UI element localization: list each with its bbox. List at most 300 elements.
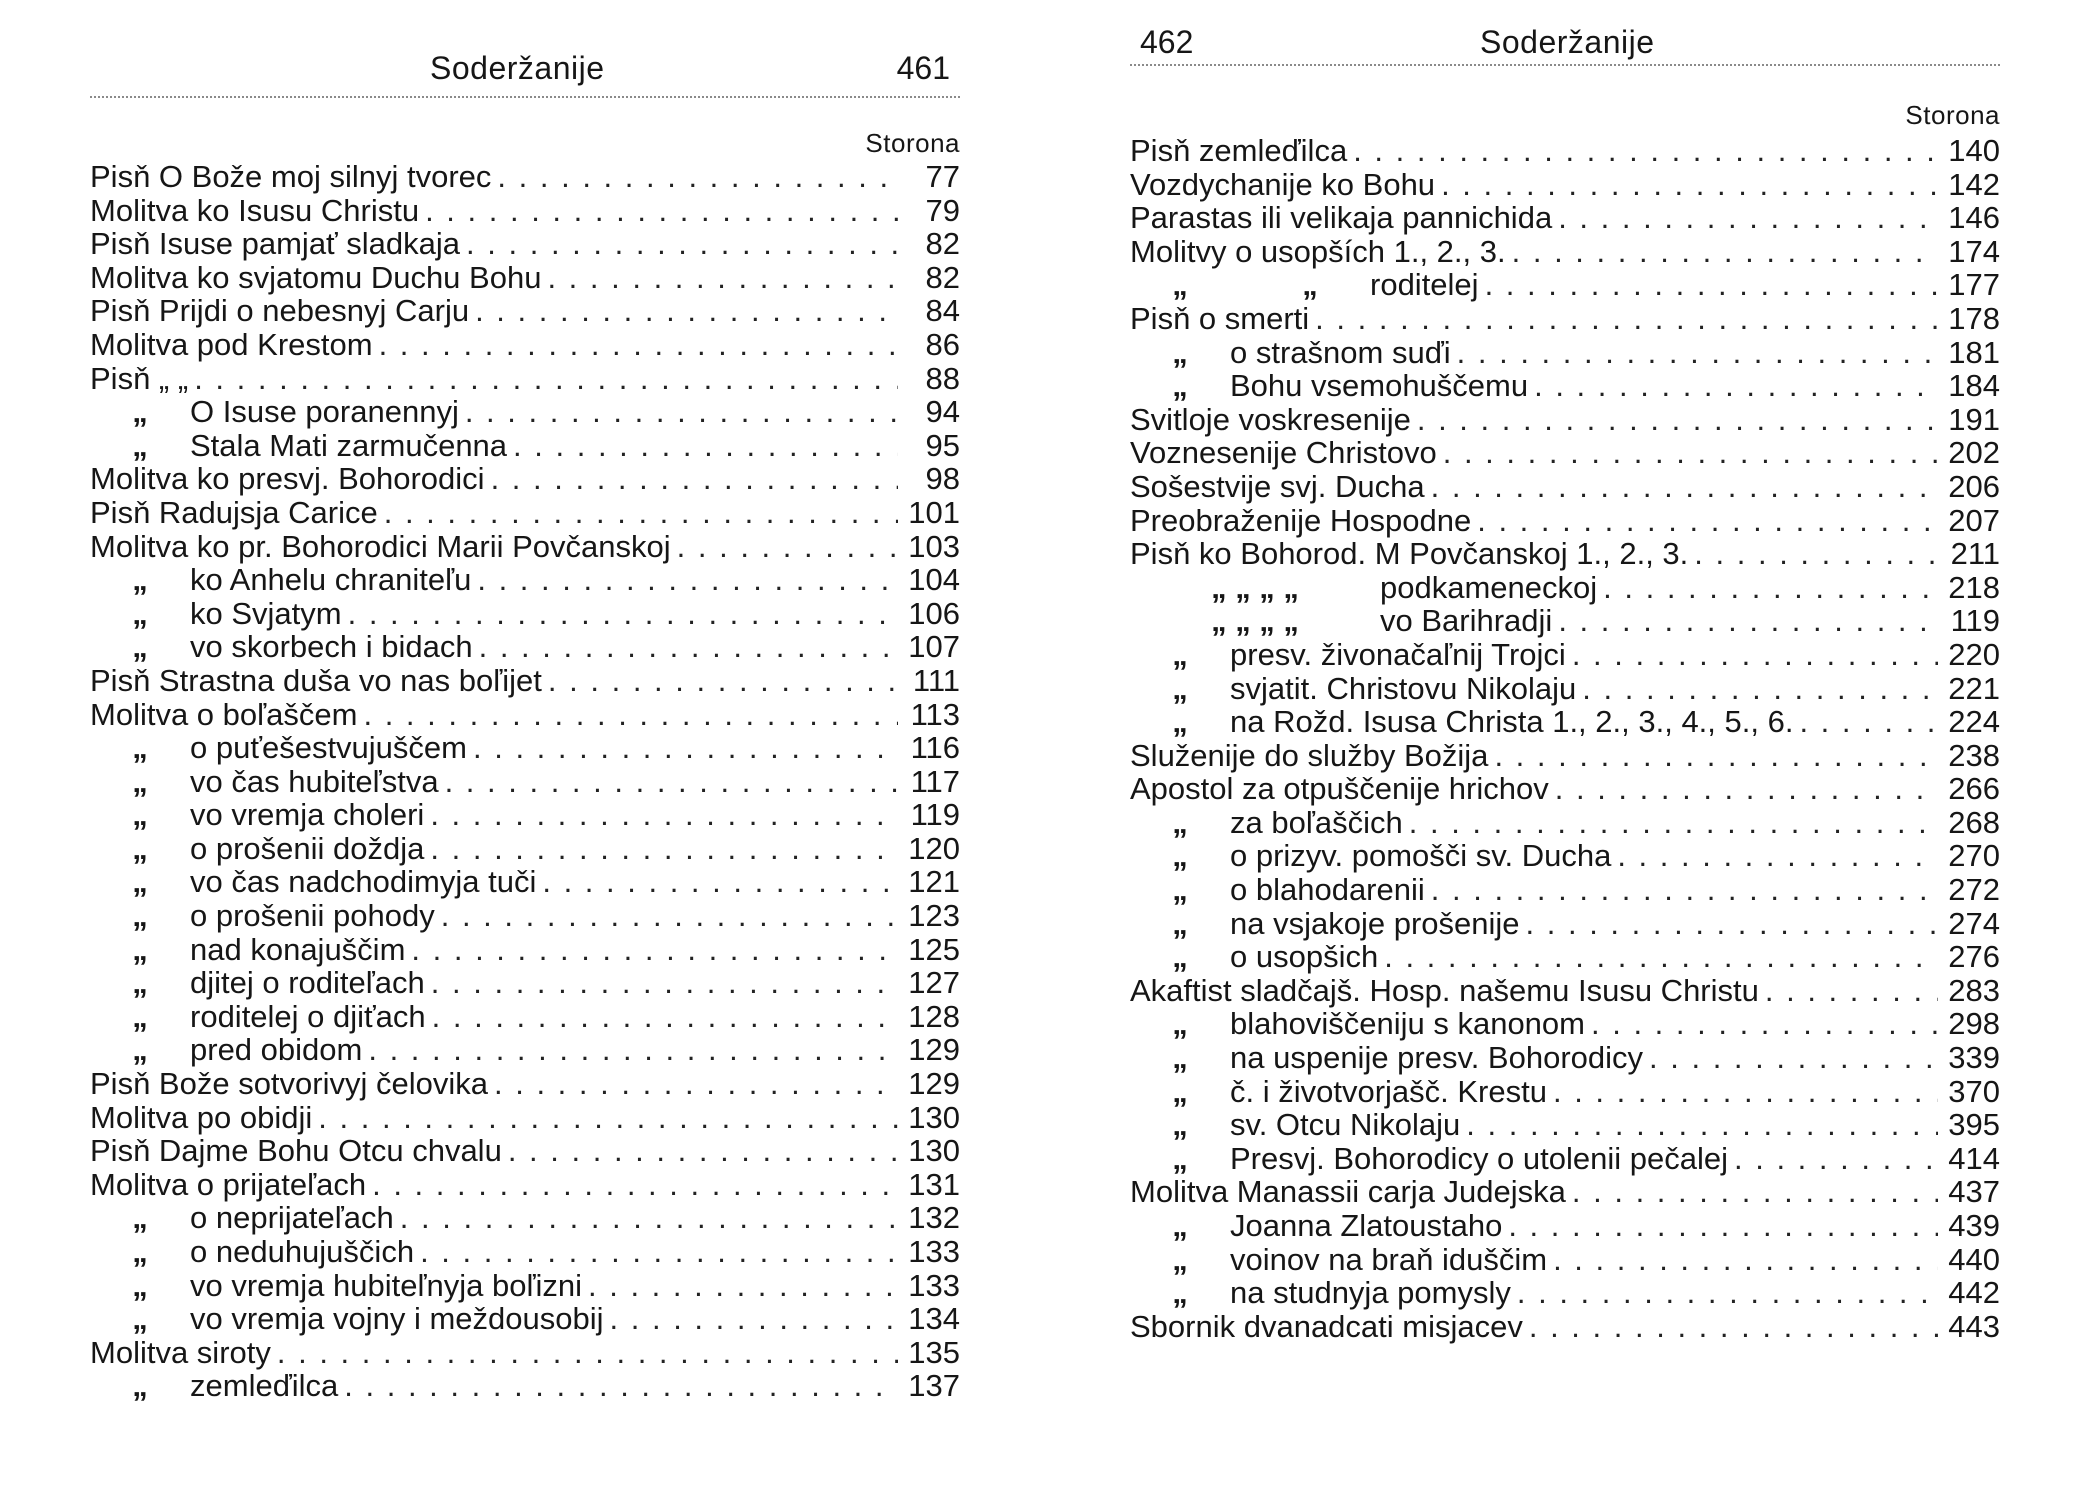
dot-leader — [466, 227, 898, 261]
entry-title: Parastas ili velikaja pannichida — [1130, 200, 1553, 236]
entry-page-number: 395 — [1948, 1107, 2000, 1143]
entry-title: svjatit. Christovu Nikolaju — [1230, 670, 1577, 706]
toc-entry — [1130, 1041, 2000, 1075]
ditto-mark: „ — [1172, 704, 1188, 740]
entry-page-number: 82 — [925, 226, 960, 262]
dot-leader — [411, 933, 898, 967]
dot-leader — [1517, 1276, 1938, 1310]
ditto-mark: „ — [132, 1301, 148, 1337]
entry-page-number: 224 — [1948, 704, 2000, 740]
entry-title: roditelej o djiťach — [190, 998, 426, 1034]
entry-page-number: 270 — [1948, 838, 2000, 874]
dot-leader — [425, 194, 898, 228]
entry-page-number: 77 — [925, 159, 960, 194]
entry-title: Pisň „ „ — [90, 360, 189, 396]
toc-entry — [90, 496, 960, 530]
toc-entry — [90, 1033, 960, 1067]
entry-page-number: 117 — [910, 763, 960, 799]
toc-entry — [1130, 907, 2000, 941]
page-number: 461 — [896, 50, 950, 86]
toc-entry — [90, 194, 960, 228]
dot-leader — [400, 1201, 898, 1235]
entry-title: Pisň Bože sotvorivyj čelovika — [90, 1066, 488, 1102]
dot-leader — [1553, 1075, 1938, 1109]
entry-title: Voznesenije Christovo — [1130, 435, 1437, 471]
toc-entry — [90, 1201, 960, 1235]
entry-page-number: 220 — [1948, 636, 2000, 672]
toc-entry — [1130, 537, 2000, 571]
ditto-mark: „ — [132, 427, 148, 463]
entry-page-number: 437 — [1948, 1174, 2000, 1210]
entry-page-number: 129 — [908, 1032, 960, 1068]
toc-entry — [1130, 1108, 2000, 1142]
entry-page-number: 177 — [1948, 267, 2000, 303]
toc-entry — [90, 1369, 960, 1403]
toc-entry — [90, 1269, 960, 1303]
toc-entry — [1130, 705, 2000, 739]
entry-title: voinov na braň iduščim — [1230, 1241, 1548, 1277]
entry-page-number: 116 — [910, 730, 960, 766]
toc-entry — [90, 798, 960, 832]
entry-page-number: 111 — [912, 662, 960, 698]
entry-page-number: 181 — [1948, 334, 2000, 370]
dot-leader — [1534, 369, 1938, 403]
dot-leader — [1529, 1310, 1938, 1344]
entry-page-number: 130 — [908, 1099, 960, 1135]
entry-title: o usopšich — [1230, 939, 1379, 975]
dot-leader — [513, 429, 898, 463]
toc-entry — [90, 933, 960, 967]
ditto-mark: „ — [1172, 368, 1188, 404]
ditto-mark: „ „ „ „ — [1211, 603, 1299, 639]
entry-page-number: 79 — [925, 192, 960, 228]
entry-title: nad konajuščim — [190, 931, 406, 967]
toc-entry — [1130, 806, 2000, 840]
entry-page-number: 119 — [1950, 603, 2000, 639]
toc-entry — [1130, 168, 2000, 202]
entry-title: podkameneckoj — [1380, 569, 1598, 605]
entry-page-number: 443 — [1948, 1308, 2000, 1344]
entry-page-number: 107 — [908, 629, 960, 665]
toc-entry — [1130, 638, 2000, 672]
ditto-mark: „ — [132, 629, 148, 665]
dot-leader — [1477, 504, 1938, 538]
dot-leader — [494, 1067, 898, 1101]
entry-title: ko Svjatym — [190, 595, 342, 631]
entry-page-number: 132 — [908, 1200, 960, 1236]
toc-entry — [1130, 1075, 2000, 1109]
toc-entry — [90, 530, 960, 564]
dot-leader — [194, 362, 898, 396]
entry-page-number: 134 — [908, 1301, 960, 1337]
toc-entry — [1130, 974, 2000, 1008]
entry-page-number: 88 — [925, 360, 960, 396]
dot-leader — [477, 563, 898, 597]
dot-leader — [1582, 672, 1938, 706]
entry-page-number: 298 — [1948, 1006, 2000, 1042]
header-rule — [90, 96, 960, 98]
ditto-mark: „ — [1172, 838, 1188, 874]
entry-title: Molitva siroty — [90, 1334, 271, 1370]
entry-title: Presvj. Bohorodicy o utolenii pečalej — [1230, 1140, 1728, 1176]
toc-entry — [90, 765, 960, 799]
entry-page-number: 266 — [1948, 771, 2000, 807]
ditto-mark: „ — [1172, 670, 1188, 706]
entry-title: Pisň O Bože moj silnyj tvorec — [90, 159, 492, 194]
entry-title: Svitloje voskresenije — [1130, 401, 1411, 437]
dot-leader — [384, 496, 898, 530]
entry-page-number: 137 — [908, 1368, 960, 1404]
toc-entry — [90, 1134, 960, 1168]
entry-page-number: 146 — [1948, 200, 2000, 236]
ditto-mark: „ — [1172, 872, 1188, 908]
entry-title: č. i životvorjašč. Krestu — [1230, 1073, 1547, 1109]
dot-leader — [1555, 772, 1938, 806]
dot-leader — [1734, 1142, 1938, 1176]
ditto-mark: „ — [1172, 1107, 1188, 1143]
ditto-mark: „ — [132, 394, 148, 430]
left-page — [90, 0, 960, 1404]
toc-entry — [90, 563, 960, 597]
entry-page-number: 414 — [1948, 1140, 2000, 1176]
dot-leader — [677, 530, 898, 564]
dot-leader — [379, 328, 898, 362]
entry-title: Vozdychanije ko Bohu — [1130, 166, 1436, 202]
entry-title: vo skorbech i bidach — [190, 629, 473, 665]
dot-leader — [432, 1000, 898, 1034]
entry-title: Sošestvije svj. Ducha — [1130, 468, 1425, 504]
entry-page-number: 211 — [1950, 536, 2000, 572]
dot-leader — [479, 630, 898, 664]
entry-page-number: 121 — [908, 864, 960, 900]
dot-leader — [420, 1235, 898, 1269]
entry-page-number: 174 — [1948, 233, 2000, 269]
entry-page-number: 191 — [1948, 401, 2000, 437]
toc-entry — [90, 160, 960, 194]
ditto-mark: „ „ „ „ — [1211, 569, 1299, 605]
entry-title: za boľaščich — [1230, 804, 1403, 840]
ditto-mark: „ — [1172, 636, 1188, 672]
entry-page-number: 86 — [925, 326, 960, 362]
entry-title: Molitva po obidji — [90, 1099, 313, 1135]
entry-page-number: 101 — [908, 494, 960, 530]
entry-title: vo čas nadchodimyja tuči — [190, 864, 537, 900]
dot-leader — [363, 698, 898, 732]
entry-page-number: 127 — [908, 965, 960, 1001]
ditto-mark: „ — [132, 763, 148, 799]
dot-leader — [548, 664, 898, 698]
toc-entry — [90, 429, 960, 463]
dot-leader — [1466, 1108, 1938, 1142]
entry-page-number: 82 — [925, 259, 960, 295]
entry-page-number: 142 — [1948, 166, 2000, 202]
ditto-mark: „ — [132, 1234, 148, 1269]
toc-entry — [1130, 571, 2000, 605]
toc-entry — [1130, 672, 2000, 706]
dot-leader — [1765, 974, 1938, 1008]
entry-page-number: 268 — [1948, 804, 2000, 840]
ditto-mark: „ — [132, 730, 148, 766]
entry-title: Apostol za otpuščenije hrichov — [1130, 771, 1549, 807]
entry-title: o puťešestvujuščem — [190, 730, 467, 766]
entry-page-number: 119 — [910, 797, 960, 833]
toc-entry — [90, 899, 960, 933]
entry-title: Akaftist sladčajš. Hosp. našemu Isusu Christu — [1130, 972, 1759, 1008]
dot-leader — [1485, 268, 1938, 302]
entry-page-number: 133 — [908, 1267, 960, 1303]
dot-leader — [1431, 873, 1938, 907]
entry-title: Pisň o smerti — [1130, 300, 1310, 336]
toc-entry — [1130, 940, 2000, 974]
entry-page-number: 106 — [908, 595, 960, 631]
entry-page-number: 272 — [1948, 872, 2000, 908]
toc-entry — [90, 1000, 960, 1034]
column-label-storona: Storona — [1905, 100, 2000, 130]
entry-title: o blahodarenii — [1230, 872, 1425, 908]
dot-leader — [1603, 571, 1938, 605]
dot-leader — [547, 261, 898, 295]
toc-list — [90, 160, 960, 1403]
entry-page-number: 95 — [925, 427, 960, 463]
ditto-mark: „ — [1172, 905, 1188, 941]
entry-title: O Isuse poranennyj — [190, 394, 459, 430]
dot-leader — [473, 731, 898, 765]
entry-page-number: 133 — [908, 1234, 960, 1269]
entry-title: vo Barihradji — [1380, 603, 1553, 639]
ditto-mark: „ — [132, 595, 148, 631]
dot-leader — [1526, 907, 1938, 941]
ditto-mark: „ — [1172, 1140, 1188, 1176]
dot-leader — [1353, 134, 1938, 168]
toc-entry — [90, 227, 960, 261]
dot-leader — [441, 899, 898, 933]
entry-title: Molitva ko Isusu Christu — [90, 192, 420, 228]
ditto-mark: „ — [132, 1200, 148, 1236]
entry-page-number: 439 — [1948, 1208, 2000, 1243]
dot-leader — [1457, 336, 1938, 370]
ditto-mark: „ — [132, 830, 148, 866]
ditto-mark: „ — [1172, 1275, 1188, 1311]
entry-page-number: 94 — [925, 394, 960, 430]
toc-entry — [90, 832, 960, 866]
toc-entry — [1130, 134, 2000, 168]
ditto-mark: „ — [1172, 334, 1188, 370]
entry-title: roditelej — [1370, 267, 1479, 303]
ditto-mark: „ — [1172, 939, 1188, 975]
entry-title: vo vremja choleri — [190, 797, 425, 833]
entry-page-number: 103 — [908, 528, 960, 564]
dot-leader — [1441, 168, 1938, 202]
entry-title: Pisň Strastna duša vo nas boľijet — [90, 662, 542, 698]
ditto-mark: „ — [132, 965, 148, 1001]
toc-entry — [90, 1168, 960, 1202]
dot-leader — [1512, 235, 1938, 269]
dot-leader — [610, 1302, 898, 1336]
toc-entry — [90, 1336, 960, 1370]
entry-title: o prošenii doždja — [190, 830, 425, 866]
dot-leader — [1409, 806, 1938, 840]
entry-page-number: 178 — [1948, 300, 2000, 336]
dot-leader — [497, 160, 898, 194]
ditto-mark: „ — [1172, 1073, 1188, 1109]
entry-page-number: 98 — [925, 461, 960, 497]
entry-title: Joanna Zlatoustaho — [1230, 1208, 1503, 1243]
dot-leader — [1558, 201, 1938, 235]
entry-title: Molitva o prijateľach — [90, 1166, 367, 1202]
ditto-mark: „ — [132, 1267, 148, 1303]
toc-entry — [1130, 873, 2000, 907]
ditto-mark: „ — [132, 1032, 148, 1068]
dot-leader — [1558, 604, 1938, 638]
entry-title: Služenije do služby Božija — [1130, 737, 1489, 773]
toc-entry — [1130, 839, 2000, 873]
left-page-header — [90, 0, 960, 92]
entry-title: vo vremja vojny i meždousobij — [190, 1301, 604, 1337]
ditto-mark: „ — [132, 864, 148, 900]
entry-title: vo vremja hubiteľnyja boľizni — [190, 1267, 582, 1303]
dot-leader — [1384, 940, 1938, 974]
entry-title: o neprijateľach — [190, 1200, 394, 1236]
toc-entry — [1130, 235, 2000, 269]
dot-leader — [1315, 302, 1938, 336]
dot-leader — [430, 798, 898, 832]
dot-leader — [445, 765, 898, 799]
ditto-mark: „ — [1172, 1208, 1188, 1243]
entry-page-number: 130 — [908, 1133, 960, 1169]
dot-leader — [1799, 705, 1938, 739]
toc-entry — [90, 966, 960, 1000]
entry-page-number: 135 — [908, 1334, 960, 1370]
toc-entry — [90, 698, 960, 732]
entry-title: Molitva ko pr. Bohorodici Marii Povčanskoj — [90, 528, 671, 564]
ditto-mark: „ — [132, 998, 148, 1034]
entry-title: Pisň Prijdi o nebesnyj Carju — [90, 293, 470, 329]
toc-entry — [1130, 1175, 2000, 1209]
entry-page-number: 125 — [908, 931, 960, 967]
dot-leader — [465, 395, 898, 429]
ditto-mark: „ — [132, 562, 148, 598]
entry-title: o prošenii pohody — [190, 898, 435, 934]
entry-title: Pisň zemleďilca — [1130, 133, 1348, 168]
dot-leader — [1649, 1041, 1938, 1075]
ditto-mark: „ — [1172, 804, 1188, 840]
dot-leader — [348, 597, 898, 631]
toc-entry — [90, 261, 960, 295]
entry-page-number: 207 — [1948, 502, 2000, 538]
column-label-storona: Storona — [865, 128, 960, 158]
entry-title: Bohu vsemohuščemu — [1230, 368, 1529, 404]
dot-leader — [372, 1168, 898, 1202]
entry-title: Preobraženije Hospodne — [1130, 502, 1472, 538]
running-title: Soderžanije — [1480, 24, 1655, 60]
toc-entry — [90, 1101, 960, 1135]
toc-list — [1130, 134, 2000, 1343]
toc-entry — [1130, 772, 2000, 806]
dot-leader — [344, 1369, 898, 1403]
entry-page-number: 206 — [1948, 468, 2000, 504]
header-rule — [1130, 64, 2000, 66]
entry-title: Stala Mati zarmučenna — [190, 427, 508, 463]
ditto-mark: „ — [1302, 267, 1318, 303]
toc-entry — [90, 597, 960, 631]
entry-page-number: 202 — [1948, 435, 2000, 471]
toc-entry — [1130, 436, 2000, 470]
toc-entry — [1130, 1276, 2000, 1310]
toc-entry — [1130, 1142, 2000, 1176]
entry-page-number: 370 — [1948, 1073, 2000, 1109]
entry-title: Sbornik dvanadcati misjacev — [1130, 1308, 1523, 1344]
entry-page-number: 113 — [910, 696, 960, 732]
toc-entry — [1130, 302, 2000, 336]
toc-entry — [1130, 1007, 2000, 1041]
entry-title: na vsjakoje prošenije — [1230, 905, 1520, 941]
entry-title: Pisň Dajme Bohu Otcu chvalu — [90, 1133, 502, 1169]
dot-leader — [1572, 1175, 1938, 1209]
entry-title: vo čas hubiteľstva — [190, 763, 439, 799]
entry-page-number: 140 — [1948, 133, 2000, 168]
entry-title: Molitva Manassii carja Judejska — [1130, 1174, 1566, 1210]
toc-entry — [90, 462, 960, 496]
toc-entry — [1130, 1310, 2000, 1344]
toc-entry — [90, 630, 960, 664]
ditto-mark: „ — [1172, 1040, 1188, 1076]
entry-page-number: 84 — [925, 293, 960, 329]
dot-leader — [1553, 1243, 1938, 1277]
dot-leader — [508, 1134, 898, 1168]
dot-leader — [1431, 470, 1938, 504]
toc-entry — [90, 395, 960, 429]
ditto-mark: „ — [132, 1368, 148, 1404]
dot-leader — [475, 294, 898, 328]
entry-title: o prizyv. pomošči sv. Ducha — [1230, 838, 1612, 874]
ditto-mark: „ — [132, 797, 148, 833]
entry-page-number: 274 — [1948, 905, 2000, 941]
ditto-mark: „ — [1172, 267, 1188, 303]
toc-entry — [1130, 1209, 2000, 1243]
toc-entry — [90, 1067, 960, 1101]
entry-title: Molitva ko presvj. Bohorodici — [90, 461, 485, 497]
toc-entry — [1130, 604, 2000, 638]
dot-leader — [1572, 638, 1938, 672]
entry-title: Molitva o boľaščem — [90, 696, 358, 732]
entry-page-number: 440 — [1948, 1241, 2000, 1277]
toc-entry — [1130, 201, 2000, 235]
entry-page-number: 238 — [1948, 737, 2000, 773]
toc-entry — [1130, 403, 2000, 437]
entry-title: na Rožd. Isusa Christa 1., 2., 3., 4., 5., 6. — [1230, 704, 1794, 740]
entry-title: Pisň Isuse pamjať sladkaja — [90, 226, 461, 262]
entry-title: Molitvy o usopších 1., 2., 3. — [1130, 233, 1506, 269]
entry-page-number: 339 — [1948, 1040, 2000, 1076]
toc-entry — [1130, 1243, 2000, 1277]
ditto-mark: „ — [1172, 1241, 1188, 1277]
toc-entry — [90, 865, 960, 899]
toc-entry — [90, 1302, 960, 1336]
dot-leader — [1591, 1007, 1938, 1041]
entry-page-number: 129 — [908, 1066, 960, 1102]
entry-title: presv. živonačaľnij Trojci — [1230, 636, 1566, 672]
entry-title: Pisň Radujsja Carice — [90, 494, 378, 530]
dot-leader — [1508, 1209, 1938, 1243]
toc-entry — [90, 731, 960, 765]
ditto-mark: „ — [132, 931, 148, 967]
dot-leader — [431, 966, 898, 1000]
toc-entry — [90, 664, 960, 698]
entry-title: na uspenije presv. Bohorodicy — [1230, 1040, 1644, 1076]
toc-entry — [90, 328, 960, 362]
entry-page-number: 442 — [1948, 1275, 2000, 1311]
entry-title: na studnyja pomysly — [1230, 1275, 1511, 1311]
